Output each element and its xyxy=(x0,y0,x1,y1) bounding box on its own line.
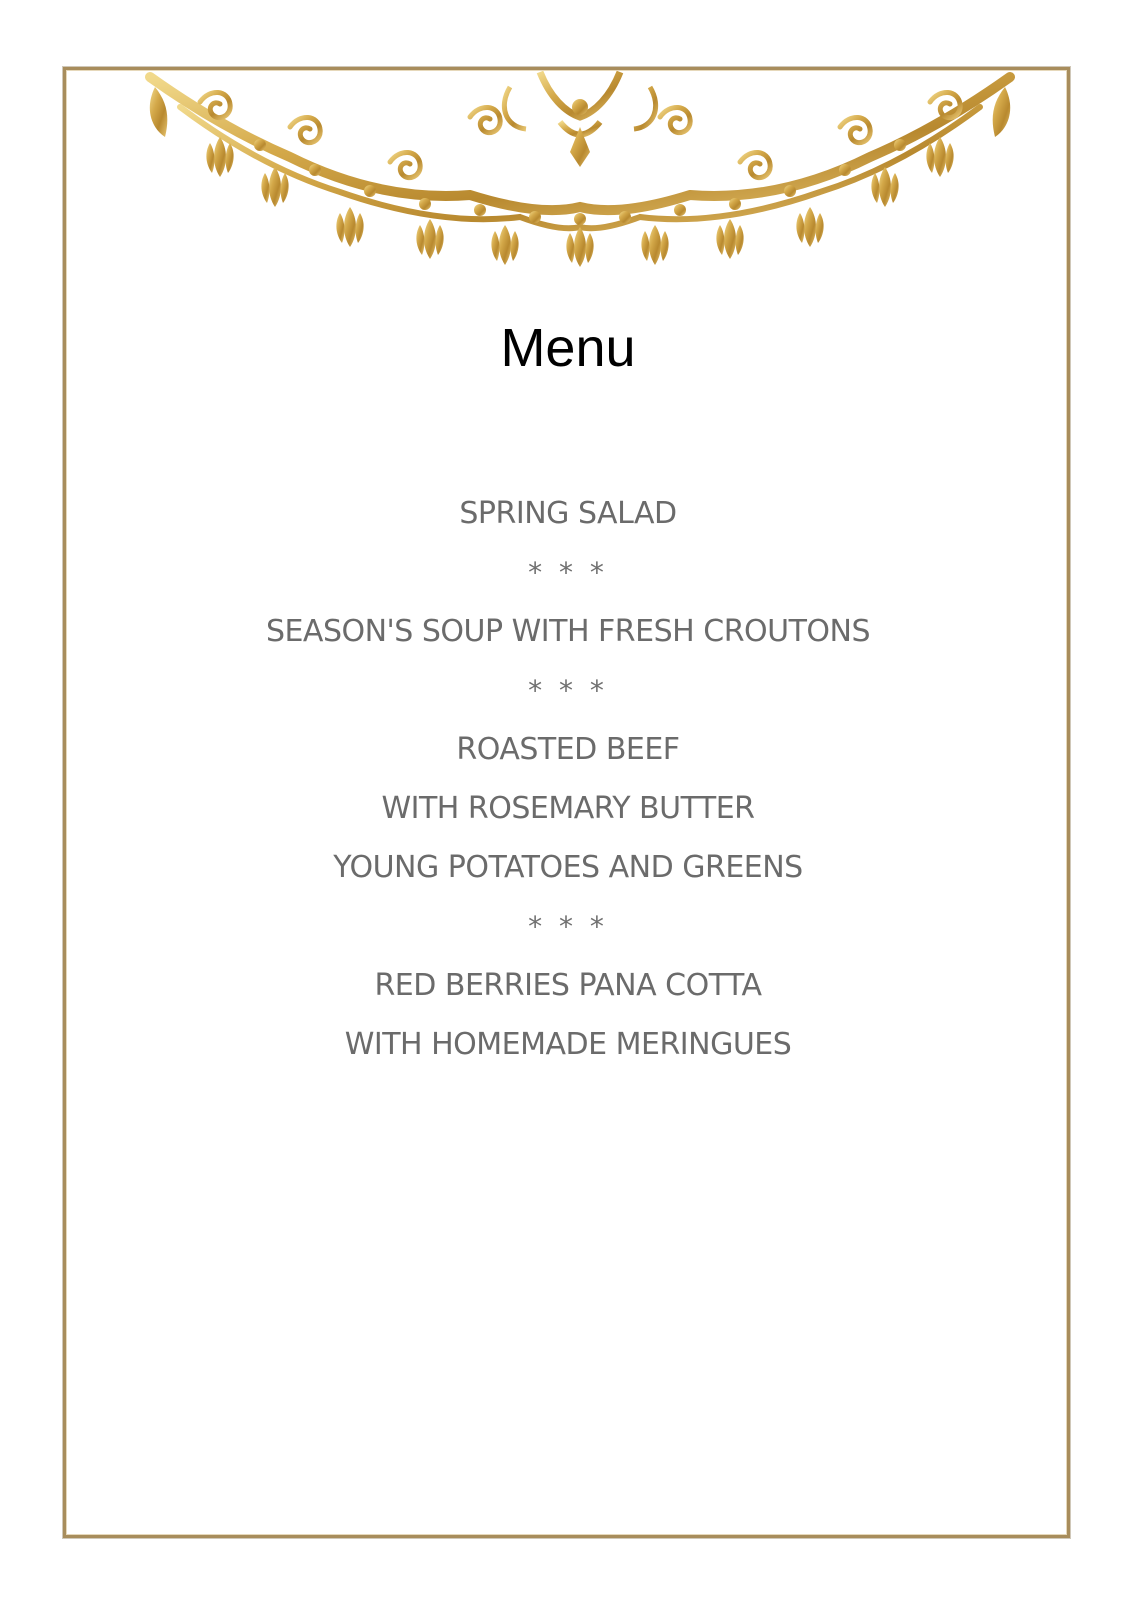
gold-baroque-lace-ornament-icon xyxy=(140,67,1020,267)
course-line: YOUNG POTATOES AND GREENS xyxy=(333,850,803,885)
course-separator: * * * xyxy=(528,556,608,589)
course-line: ROASTED BEEF xyxy=(456,732,680,767)
course-line: SPRING SALAD xyxy=(459,496,677,531)
course-line: WITH ROSEMARY BUTTER xyxy=(381,791,755,826)
menu-course-list xyxy=(0,484,1136,1074)
course-line: SEASON'S SOUP WITH FRESH CROUTONS xyxy=(265,614,871,649)
course-line: RED BERRIES PANA COTTA xyxy=(374,968,762,1003)
menu-title: Menu xyxy=(500,318,636,378)
course-separator: * * * xyxy=(528,674,608,707)
course-line: WITH HOMEMADE MERINGUES xyxy=(344,1027,792,1062)
course-separator: * * * xyxy=(528,910,608,943)
